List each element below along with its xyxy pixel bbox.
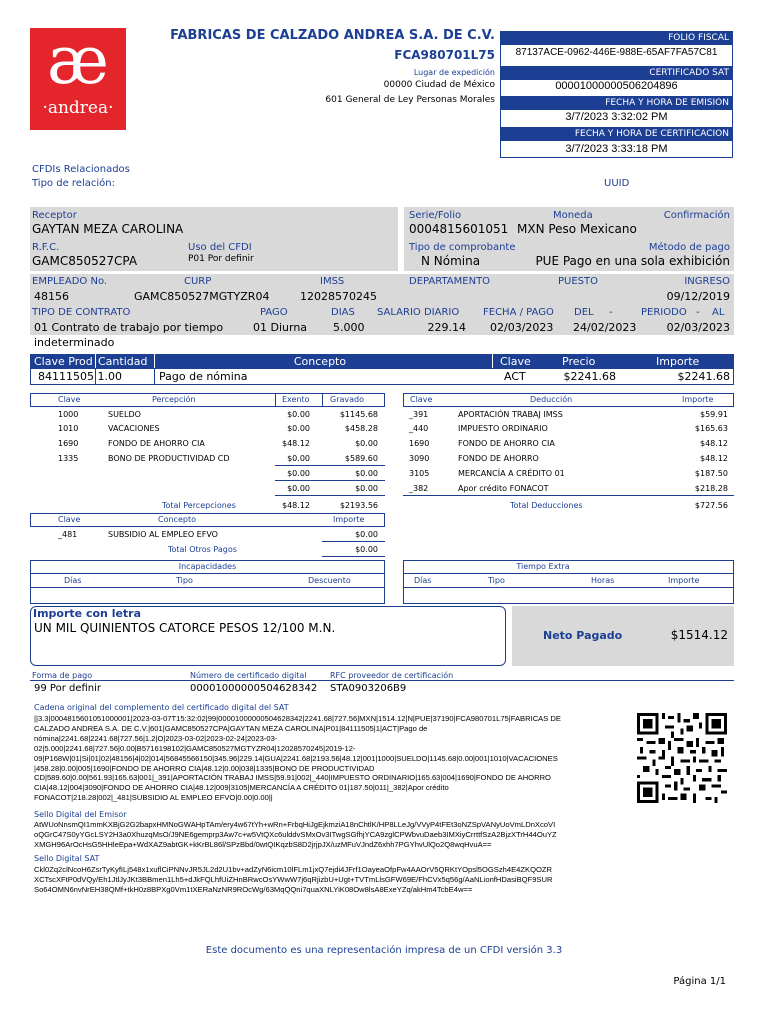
total-deducciones-label: Total Deducciones xyxy=(510,501,583,510)
concepto-header-concepto: Concepto xyxy=(293,355,347,368)
conceptos-row-box xyxy=(30,368,734,385)
periodo-sep2: - xyxy=(696,307,700,318)
ded-clave: _440 xyxy=(409,424,429,433)
receptor-hsep xyxy=(30,271,734,274)
conc-row-sep2 xyxy=(154,368,155,385)
metodo-value: PUE Pago en una sola exhibición xyxy=(535,254,730,268)
emision-label: FECHA Y HORA DE EMISION xyxy=(500,96,733,110)
perc-h-gravado: Gravado xyxy=(330,395,364,404)
cadena-line: CD|589.60|0.00|561.93|165.63|001|_391|APORTACIÓN TRABAJ IMSS|59.91|002|_440|IMPUESTO ORDINARIO|165.63|004|1690|FONDO DE AHORRO xyxy=(34,773,551,783)
periodo-al-label: AL xyxy=(712,307,725,318)
pago-value: 01 Diurna xyxy=(253,321,308,334)
cadena-label: Cadena original del complemento del certificado digital del SAT xyxy=(34,703,289,712)
perc-gravado: $589.60 xyxy=(344,454,378,463)
folio-value: 87137ACE-0962-446E-988E-65AF7FA57C81 xyxy=(515,47,718,58)
contrato-value-2: indeterminado xyxy=(34,336,115,349)
concepto-desc: Pago de nómina xyxy=(159,370,248,383)
page-number: Página 1/1 xyxy=(673,976,726,987)
tipo-comp-label: Tipo de comprobante xyxy=(409,242,516,253)
cert-value: 00001000000506204896 xyxy=(555,80,678,92)
company-name: FABRICAS DE CALZADO ANDREA S.A. DE C.V. xyxy=(170,28,495,43)
te-line-2 xyxy=(403,587,734,588)
footer-note: Este documento es una representación impresa de un CFDI versión 3.3 xyxy=(205,945,563,956)
emisor-line: XMGH96ArOcHsG5HHleEpa+WdXAZ9abtGK+kKrBL86l/SPzBbd/0wtQIKqzbS8D2jrjpJX/uzMFuVJndZ6xhh7PGYhvUlQo2Q8wqHvuA== xyxy=(34,839,492,849)
imss-value: 12028570245 xyxy=(300,290,377,303)
curp-label: CURP xyxy=(184,276,212,287)
regimen: 601 General de Ley Personas Morales xyxy=(325,95,495,105)
logo-text: ·andrea· xyxy=(42,98,114,118)
ded-clave: _391 xyxy=(409,410,429,419)
forma-line xyxy=(30,680,734,681)
certif-label: FECHA Y HORA DE CERTIFICACION xyxy=(500,127,733,141)
rfc-label: R.F.C. xyxy=(32,242,60,253)
ded-clave: 3090 xyxy=(409,454,430,463)
otros-pagos-header xyxy=(30,513,385,527)
uuid-label: UUID xyxy=(604,178,630,189)
perc-h-sep xyxy=(275,393,276,407)
contrato-value: 01 Contrato de trabajo por tiempo xyxy=(34,321,224,334)
concepto-header-clave: Clave xyxy=(500,355,531,368)
certif-value: 3/7/2023 3:33:18 PM xyxy=(565,143,668,155)
fecha-pago-value: 02/03/2023 xyxy=(490,321,554,334)
rfc-value: GAMC850527CPA xyxy=(32,254,138,268)
confirmacion-label: Confirmación xyxy=(663,210,730,221)
pago-label: PAGO xyxy=(260,307,288,318)
empleado-label: EMPLEADO No. xyxy=(32,276,108,287)
perc-gravado: $458.28 xyxy=(344,424,378,433)
ded-importe: $187.50 xyxy=(694,469,728,478)
dias-label: DIAS xyxy=(331,307,355,318)
company-rfc: FCA980701L75 xyxy=(394,48,495,62)
contrato-label: TIPO DE CONTRATO xyxy=(32,307,131,318)
ingreso-label: INGRESO xyxy=(684,276,730,287)
perc-h-clave: Clave xyxy=(58,395,81,404)
cadena-line: |458.28|0.00|005|1690|FONDO DE AHORRO CIA|48.12|0.00|038|1335|BONO DE PRODUCTIVIDAD xyxy=(34,763,375,773)
incap-line xyxy=(30,573,385,574)
concepto-precio: $2241.68 xyxy=(563,370,616,383)
te-h-importe: Importe xyxy=(668,576,700,585)
sat-line: Ckl0Zq2clNcoH6ZsrTyKyfILj548x1xuflCiPNNvJR5JL2d2U1bv+adZyN6icm10lFLm1jxQ7ejdi4JFrf1OayeaOfpFw4AAOrV5QRKtYOpsl5OGSzh4E4ZKQOZR xyxy=(34,865,553,874)
concepto-header-cantidad: Cantidad xyxy=(98,355,148,368)
rfc-prov-value: STA0903206B9 xyxy=(330,683,407,694)
moneda-value: MXN Peso Mexicano xyxy=(517,222,637,236)
concepto-clave: ACT xyxy=(504,370,526,383)
emision-value: 3/7/2023 3:32:02 PM xyxy=(565,111,668,123)
concepto-cantidad: 1.00 xyxy=(97,370,122,383)
otros-line xyxy=(322,541,385,542)
periodo-sep1: - xyxy=(609,307,613,318)
ded-desc: IMPUESTO ORDINARIO xyxy=(458,424,548,433)
perc-gravado: $0.00 xyxy=(355,469,378,478)
otros-h-importe: Importe xyxy=(333,515,365,524)
forma-pago-label: Forma de pago xyxy=(32,671,93,680)
ded-clave: 3105 xyxy=(409,469,430,478)
receptor-value: GAYTAN MEZA CAROLINA xyxy=(32,222,184,236)
ded-h-clave: Clave xyxy=(410,395,433,404)
concepto-header-precio: Precio xyxy=(562,355,596,368)
folio-label: FOLIO FISCAL xyxy=(500,31,733,45)
concepto-header-importe: Importe xyxy=(656,355,700,368)
qr-code-icon xyxy=(637,713,727,803)
sat-line: So64OMN6nvNrEH38QMf+tkH0z8BPXg0Vm1tXERaNzNR9ROcWg/63MqQQni7quaXNLYiK08Ow8lsA8ExeYZq/akHm4TcbE4w== xyxy=(34,884,473,894)
sello-emisor-label: Sello Digital del Emisor xyxy=(34,810,127,819)
ded-importe: $218.28 xyxy=(694,484,728,493)
perc-desc: VACACIONES xyxy=(108,424,160,433)
ingreso-value: 09/12/2019 xyxy=(666,290,730,303)
ded-desc: FONDO DE AHORRO CIA xyxy=(458,439,555,448)
ded-desc: MERCANCÍA A CRÉDITO 01 xyxy=(458,469,565,478)
otros-importe: $0.00 xyxy=(355,530,378,539)
perc-clave: 1335 xyxy=(58,454,79,463)
total-percepciones-label: Total Percepciones xyxy=(162,501,236,510)
num-cert-label: Número de certificado digital xyxy=(190,671,307,680)
ded-importe: $165.63 xyxy=(694,424,728,433)
cadena-line: 02|5.000|2241.68|727.56|0.00|B5716198102|GAMC850527MGTYZR04|12028570245|2019-12- xyxy=(34,743,356,753)
fecha-pago-label: FECHA / PAGO xyxy=(483,307,554,318)
perc-gravado: $0.00 xyxy=(355,439,378,448)
perc-line-1 xyxy=(275,465,385,466)
sat-line: XCTscXFtP0dVQy/Eh1JtlJyJKt3BBmen1Lh5+dJkFQLhfUiZHnBRwcOsYWwW7j6qRjizbU+Ugt+TVTmLlsGFW69E/FhCVx5q56g/AaNLionfHDasiBQF9SUR xyxy=(34,874,553,884)
salario-label: SALARIO DIARIO xyxy=(377,307,460,318)
te-h-dias: Días xyxy=(414,576,432,585)
otros-concepto: SUBSIDIO AL EMPLEO EFVO xyxy=(108,530,218,539)
perc-line-2 xyxy=(275,480,385,481)
imss-label: IMSS xyxy=(320,276,345,287)
logo-mark: æ xyxy=(46,22,110,99)
lugar-value: 00000 Ciudad de México xyxy=(383,80,495,90)
uso-value: P01 Por definir xyxy=(188,254,254,264)
emisor-line: AtWUoNnsmQI1mmKXBjG2G2bapxHMNoGWAHpTAm/ery4w67tYh+wRn+FrbqHiJgEjkmziA18nChtlK/HP8LLeJg/VVyP4tFEt3oNZSpVANyUoVmLDnXcoVI xyxy=(34,820,556,829)
otros-h-concepto: Concepto xyxy=(158,515,196,524)
serie-label: Serie/Folio xyxy=(409,210,462,221)
te-h-horas: Horas xyxy=(591,576,615,585)
tipo-comp-value: N Nómina xyxy=(421,254,481,268)
dias-value: 5.000 xyxy=(333,321,365,334)
tipo-relacion: Tipo de relación: xyxy=(32,178,115,189)
sello-emisor-text xyxy=(34,820,734,850)
incap-line-2 xyxy=(30,587,385,588)
perc-desc: BONO DE PRODUCTIVIDAD CD xyxy=(108,454,230,463)
al-value: 02/03/2023 xyxy=(666,321,730,334)
perc-desc: FONDO DE AHORRO CIA xyxy=(108,439,205,448)
incapacidades-title: Incapacidades xyxy=(178,562,237,571)
otros-importe-2: $0.00 xyxy=(355,545,378,554)
puesto-label: PUESTO xyxy=(558,276,598,287)
cadena-text xyxy=(34,714,624,803)
sello-sat-text xyxy=(34,865,734,895)
perc-gravado: $0.00 xyxy=(355,484,378,493)
perc-desc: SUELDO xyxy=(108,410,141,419)
perc-exento: $0.00 xyxy=(287,424,310,433)
concepto-header-clave-prod: Clave Prod xyxy=(34,355,93,368)
te-line xyxy=(403,573,734,574)
cadena-line: CIA|48.12|004|3090|FONDO DE AHORRO CIA|48.12|009|3105|MERCANCÍA A CRÉDITO 01|187.50|011|_382|Apor crédito xyxy=(34,783,449,793)
otros-line-2 xyxy=(322,556,385,557)
ded-importe: $59.91 xyxy=(700,410,728,419)
otros-h-clave: Clave xyxy=(58,515,81,524)
emisor-line: oQGrC47S0yYGcLSY2H3a0XhuzqMsO/J9NE6gemprp3Aw7c+w5VtQXc6ulddvSMxOv3ITwgSGfhjYCA9zglCPWbvuDaeb3IMXiyCrrttfSzA2BjzXTrH44OuYZ xyxy=(34,829,557,839)
lugar-label: Lugar de expedición xyxy=(413,68,495,77)
perc-clave: 1000 xyxy=(58,410,79,419)
receptor-white-sep xyxy=(398,207,404,272)
perc-clave: 1690 xyxy=(58,439,79,448)
total-exento: $48.12 xyxy=(282,501,310,510)
neto-pagado-label: Neto Pagado xyxy=(543,629,623,642)
ded-desc: Apor crédito FONACOT xyxy=(458,484,549,493)
importe-letra-value: UN MIL QUINIENTOS CATORCE PESOS 12/100 M.N. xyxy=(34,621,336,635)
cert-label: CERTIFICADO SAT xyxy=(500,66,733,80)
depto-label: DEPARTAMENTO xyxy=(409,276,491,287)
otros-clave: _481 xyxy=(58,530,78,539)
concepto-importe: $2241.68 xyxy=(677,370,730,383)
incap-h-descuento: Descuento xyxy=(308,576,351,585)
moneda-label: Moneda xyxy=(553,210,593,221)
receptor-label: Receptor xyxy=(32,210,77,221)
rfc-prov-label: RFC proveedor de certificación xyxy=(330,671,454,680)
cadena-line: ||3.3|0004815601051000001|2023-03-07T15:32:02|99|00001000000504628342|2241.68|727.56|MXN|1514.12|N|PUE|37190|FCA980701L75|FABRICAS DE xyxy=(34,714,561,723)
uso-label: Uso del CFDI xyxy=(188,242,252,253)
cadena-line: CALZADO ANDREA S.A. DE C.V.|601|GAMC850527CPA|GAYTAN MEZA CAROLINA|P01|84111505|1|ACT|Pago de xyxy=(34,723,428,733)
ded-desc: FONDO DE AHORRO xyxy=(458,454,539,463)
perc-line-3 xyxy=(275,495,385,496)
salario-value: 229.14 xyxy=(427,321,466,334)
perc-h-percepcion: Percepción xyxy=(152,395,196,404)
perc-exento: $48.12 xyxy=(282,439,310,448)
periodo-label: PERIODO xyxy=(641,307,687,318)
ded-importe: $48.12 xyxy=(700,454,728,463)
ded-h-importe: Importe xyxy=(682,395,714,404)
ded-importe: $48.12 xyxy=(700,439,728,448)
perc-exento: $0.00 xyxy=(287,410,310,419)
periodo-del-label: DEL xyxy=(574,307,594,318)
company-logo xyxy=(30,22,126,130)
relacionados-title: CFDIs Relacionados xyxy=(32,164,130,175)
cadena-line: FONACOT|218.28|002|_481|SUBSIDIO AL EMPLEO EFVO|0.00|0.00|| xyxy=(34,793,273,803)
perc-clave: 1010 xyxy=(58,424,79,433)
del-value: 24/02/2023 xyxy=(573,321,637,334)
te-h-tipo: Tipo xyxy=(488,576,505,585)
neto-pagado-value: $1514.12 xyxy=(670,628,728,642)
serie-value: 0004815601051 xyxy=(409,222,509,236)
incap-h-dias: Días xyxy=(64,576,82,585)
num-cert-value: 00001000000504628342 xyxy=(190,683,318,694)
concepto-clave-prod: 84111505 xyxy=(38,370,94,383)
perc-exento: $0.00 xyxy=(287,454,310,463)
cadena-line: nómina|2241.68|2241.68|727.56|1.2|O|2023-03-02|2023-02-24|2023-03- xyxy=(34,733,278,743)
perc-h-sep2 xyxy=(322,393,323,407)
importe-letra-label: Importe con letra xyxy=(33,607,142,620)
ded-desc: APORTACIÓN TRABAJ IMSS xyxy=(458,410,563,419)
total-gravado: $2193.56 xyxy=(339,501,378,510)
perc-exento: $0.00 xyxy=(287,484,310,493)
ded-line-1 xyxy=(403,495,734,496)
forma-pago-value: 99 Por definir xyxy=(34,683,102,694)
total-deducciones: $727.56 xyxy=(694,501,728,510)
cadena-line: 09|P168W|01|Si|01|02|48156|4|02|014|56845566150|345.96|229.14|GUA|2241.68|2193.56|48.12|001|1000|SUELDO|1145.68|0.00|001|1010|VACACIONES xyxy=(34,753,558,763)
empleado-value: 48156 xyxy=(34,290,69,303)
sello-sat-label: Sello Digital SAT xyxy=(34,854,100,863)
perc-h-exento: Exento xyxy=(282,395,310,404)
ded-clave: 1690 xyxy=(409,439,430,448)
total-otros-label: Total Otros Pagos xyxy=(168,545,237,554)
perc-exento: $0.00 xyxy=(287,469,310,478)
ded-h-deduccion: Deducción xyxy=(530,395,573,404)
ded-clave: _382 xyxy=(409,484,429,493)
tiempo-extra-title: Tiempo Extra xyxy=(516,562,570,571)
perc-gravado: $1145.68 xyxy=(339,410,378,419)
incap-h-tipo: Tipo xyxy=(176,576,193,585)
curp-value: GAMC850527MGTYZR04 xyxy=(134,290,270,303)
metodo-label: Método de pago xyxy=(648,242,730,253)
